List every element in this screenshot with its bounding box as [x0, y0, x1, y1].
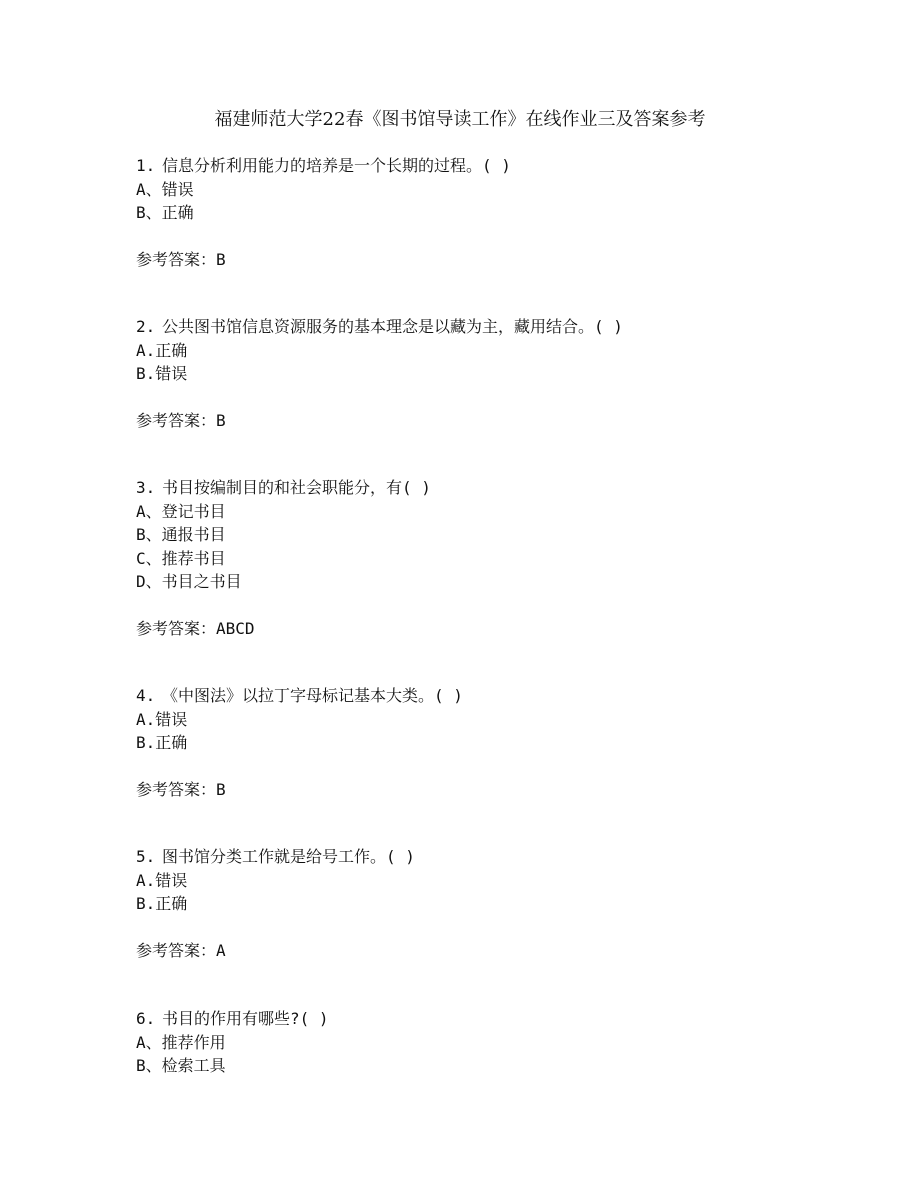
- option-a: A.错误: [136, 709, 188, 729]
- option-b: B、正确: [136, 203, 194, 222]
- question-stem: 书目的作用有哪些?( ): [162, 1009, 329, 1028]
- question-2: [136, 315, 836, 432]
- option-d: D、书目之书目: [136, 572, 242, 591]
- reference-answer: [136, 409, 836, 433]
- answer-label: 参考答案：: [136, 410, 217, 430]
- question-stem: 《中图法》以拉丁字母标记基本大类。( ): [162, 686, 463, 705]
- answer-label: 参考答案：: [136, 249, 217, 269]
- answer-value: B: [216, 779, 226, 799]
- option-a: A、登记书目: [136, 501, 226, 521]
- reference-answer: [136, 778, 836, 802]
- answer-value: A: [216, 940, 226, 960]
- option-c: C、推荐书目: [136, 548, 226, 568]
- question-number: 6.: [136, 1009, 156, 1028]
- option-b: B.正确: [136, 894, 188, 913]
- document-title: 福建师范大学22春《图书馆导读工作》在线作业三及答案参考: [214, 109, 706, 130]
- question-stem: 信息分析利用能力的培养是一个长期的过程。( ): [162, 156, 511, 175]
- reference-answer: [136, 617, 836, 641]
- answer-label: 参考答案：: [136, 779, 217, 799]
- question-number: 1.: [136, 156, 156, 175]
- question-number: 5.: [136, 847, 156, 866]
- question-stem: 书目按编制目的和社会职能分，有( ): [162, 478, 431, 497]
- question-number: 4.: [136, 686, 156, 705]
- option-a: A.正确: [136, 340, 188, 360]
- question-6: [136, 1007, 836, 1078]
- option-a: A.错误: [136, 870, 188, 890]
- question-4: [136, 684, 836, 801]
- question-stem: 图书馆分类工作就是给号工作。( ): [162, 847, 415, 866]
- option-b: B.正确: [136, 733, 188, 752]
- option-a: A、错误: [136, 179, 194, 199]
- question-stem: 公共图书馆信息资源服务的基本理念是以藏为主，藏用结合。( ): [162, 317, 623, 336]
- option-a: A、推荐作用: [136, 1032, 226, 1052]
- question-3: [136, 476, 836, 640]
- question-1: [136, 154, 836, 271]
- reference-answer: [136, 248, 836, 272]
- answer-label: 参考答案：: [136, 618, 217, 638]
- option-b: B、检索工具: [136, 1056, 226, 1075]
- question-5: [136, 845, 836, 962]
- question-number: 2.: [136, 317, 156, 336]
- answer-label: 参考答案：: [136, 940, 217, 960]
- answer-value: ABCD: [216, 618, 255, 638]
- reference-answer: [136, 939, 836, 963]
- answer-value: B: [216, 410, 226, 430]
- question-number: 3.: [136, 478, 156, 497]
- answer-value: B: [216, 249, 226, 269]
- option-b: B、通报书目: [136, 525, 226, 544]
- option-b: B.错误: [136, 364, 188, 383]
